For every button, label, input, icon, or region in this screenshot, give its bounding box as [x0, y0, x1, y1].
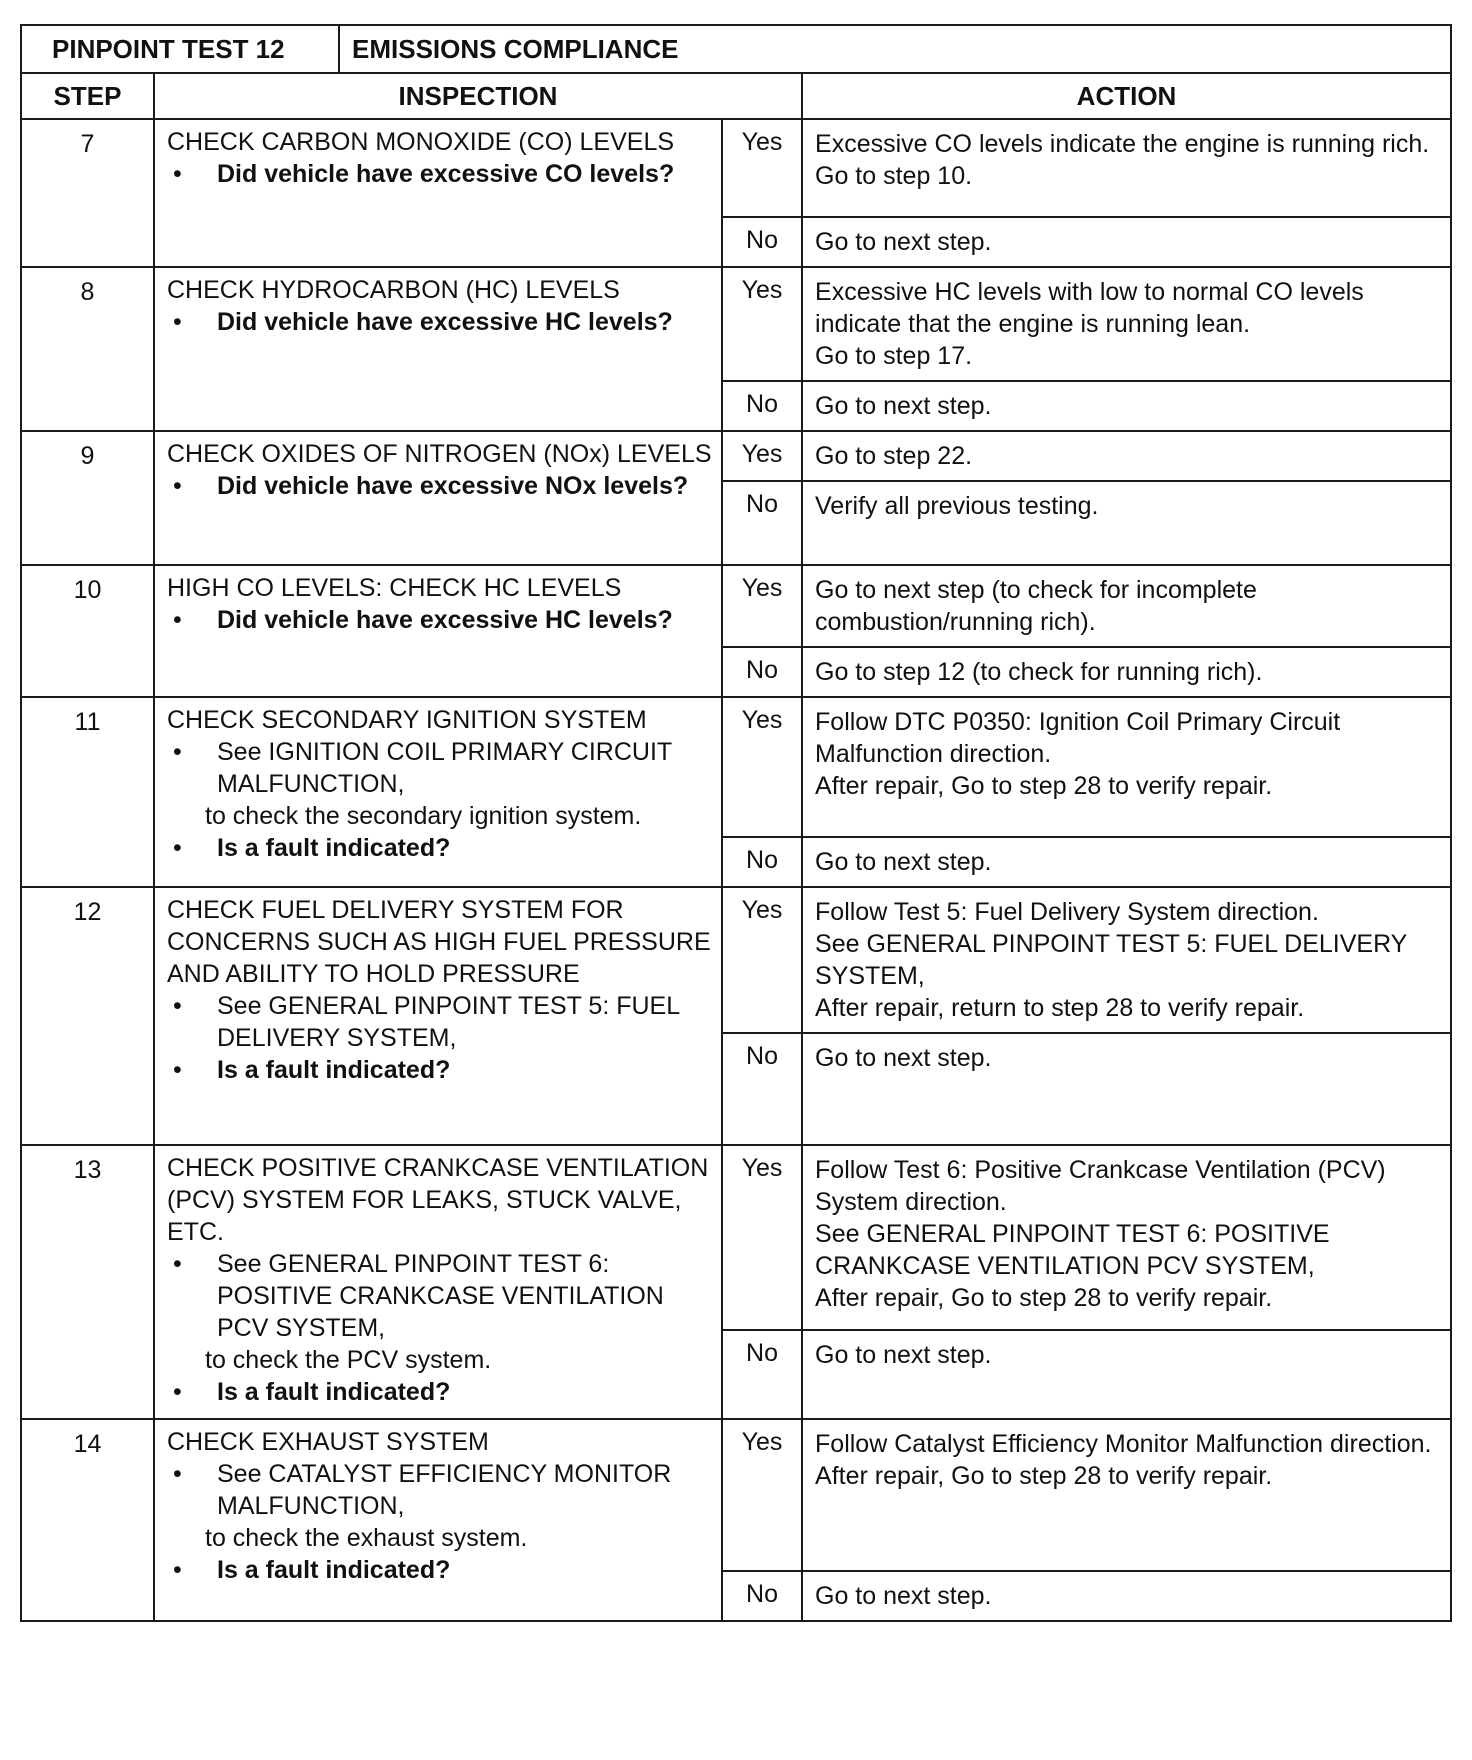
- inspection-title: CHECK SECONDARY IGNITION SYSTEM: [167, 706, 647, 734]
- inspection-title: HIGH CO LEVELS: CHECK HC LEVELS: [167, 574, 622, 602]
- yes-action-line: After repair, Go to step 28 to verify repair.: [815, 772, 1273, 800]
- see-reference-note: to check the secondary ignition system.: [205, 802, 642, 830]
- no-action-line: Go to next step.: [815, 1341, 992, 1370]
- no-action-line: Go to step 12 (to check for running rich).: [815, 658, 1263, 686]
- step-inspection: [154, 267, 722, 431]
- no-action: [802, 381, 1451, 431]
- yes-label: Yes: [722, 697, 802, 837]
- no-label: No: [722, 481, 802, 565]
- bullet-icon: •: [173, 1556, 182, 1584]
- see-reference-note: to check the exhaust system.: [205, 1524, 528, 1552]
- yes-action: [802, 1419, 1451, 1571]
- bullet-icon: •: [173, 834, 182, 862]
- yes-action-line: Go to next step (to check for incomplete combustion/running rich).: [815, 576, 1257, 636]
- yes-action: [802, 119, 1451, 217]
- inspection-question: Did vehicle have excessive CO levels?: [217, 160, 675, 188]
- yes-action-line: Follow DTC P0350: Ignition Coil Primary Circuit Malfunction direction.: [815, 708, 1341, 768]
- step-number: 9: [21, 431, 154, 565]
- bullet-icon: •: [173, 992, 182, 1020]
- no-action-line: Go to next step.: [815, 1582, 992, 1610]
- inspection-title: CHECK POSITIVE CRANKCASE VENTILATION (PCV) SYSTEM FOR LEAKS, STUCK VALVE, ETC.: [167, 1154, 709, 1246]
- step-row-yes: [21, 697, 1451, 837]
- yes-action-line: Follow Test 5: Fuel Delivery System direction.: [815, 898, 1319, 926]
- no-label: No: [722, 837, 802, 887]
- steps-body: [21, 119, 1451, 1621]
- no-action: [802, 1033, 1451, 1145]
- no-label: No: [722, 647, 802, 697]
- inspection-title: CHECK CARBON MONOXIDE (CO) LEVELS: [167, 128, 675, 156]
- step-number: 7: [21, 119, 154, 267]
- no-action-line: Go to next step.: [815, 392, 992, 420]
- yes-label: Yes: [722, 431, 802, 481]
- yes-action-line: Go to step 17.: [815, 342, 973, 370]
- no-action-line: Go to next step.: [815, 228, 992, 256]
- yes-action: [802, 267, 1451, 381]
- step-column-header: STEP: [21, 73, 154, 119]
- step-number: 11: [21, 697, 154, 887]
- column-header-row: [21, 73, 1451, 119]
- question-bullet: [167, 306, 713, 338]
- test-label: PINPOINT TEST 12: [22, 26, 340, 72]
- question-bullet: [167, 1554, 713, 1586]
- bullet-icon: •: [173, 160, 182, 188]
- see-reference-bullet: [167, 1248, 713, 1344]
- yes-label: Yes: [722, 1145, 802, 1330]
- yes-action: [802, 1145, 1451, 1330]
- see-reference-text: See GENERAL PINPOINT TEST 6: POSITIVE CRANKCASE VENTILATION PCV SYSTEM,: [217, 1250, 664, 1342]
- yes-action: [802, 887, 1451, 1033]
- inspection-question: Did vehicle have excessive HC levels?: [217, 308, 673, 336]
- inspection-title: CHECK EXHAUST SYSTEM: [167, 1428, 489, 1456]
- inspection-question: Did vehicle have excessive NOx levels?: [217, 472, 689, 500]
- no-label: No: [722, 381, 802, 431]
- yes-label: Yes: [722, 119, 802, 217]
- no-action: [802, 647, 1451, 697]
- step-row-yes: [21, 1145, 1451, 1330]
- no-action: [802, 837, 1451, 887]
- yes-action-line: After repair, Go to step 28 to verify repair.: [815, 1462, 1273, 1490]
- action-column-header: ACTION: [802, 73, 1451, 119]
- yes-action-line: Excessive CO levels indicate the engine is running rich.: [815, 130, 1430, 158]
- step-number: 14: [21, 1419, 154, 1621]
- inspection-question: Is a fault indicated?: [217, 1056, 451, 1084]
- yes-action-line: See GENERAL PINPOINT TEST 6: POSITIVE CRANKCASE VENTILATION PCV SYSTEM,: [815, 1220, 1330, 1280]
- see-reference-text: See CATALYST EFFICIENCY MONITOR MALFUNCTION,: [217, 1460, 672, 1520]
- yes-label: Yes: [722, 887, 802, 1033]
- inspection-question: Is a fault indicated?: [217, 834, 451, 862]
- no-action: [802, 1330, 1451, 1419]
- yes-action: [802, 697, 1451, 837]
- see-reference-text: See GENERAL PINPOINT TEST 5: FUEL DELIVERY SYSTEM,: [217, 992, 680, 1052]
- see-reference-text: See IGNITION COIL PRIMARY CIRCUIT MALFUNCTION,: [217, 738, 672, 798]
- no-label: No: [722, 217, 802, 267]
- pinpoint-test-table: [20, 24, 1452, 1622]
- test-header-row: [21, 25, 1451, 73]
- step-inspection: [154, 697, 722, 887]
- bullet-icon: •: [173, 1250, 182, 1278]
- bullet-icon: •: [173, 1460, 182, 1488]
- bullet-icon: •: [173, 308, 182, 336]
- yes-action: [802, 431, 1451, 481]
- step-inspection: [154, 565, 722, 697]
- bullet-icon: •: [173, 606, 182, 634]
- step-row-yes: [21, 431, 1451, 481]
- test-name: EMISSIONS COMPLIANCE: [352, 34, 679, 64]
- bullet-icon: •: [173, 1378, 182, 1406]
- no-action: [802, 481, 1451, 565]
- yes-action-line: Go to step 22.: [815, 442, 973, 470]
- inspection-title: CHECK FUEL DELIVERY SYSTEM FOR CONCERNS SUCH AS HIGH FUEL PRESSURE AND ABILITY TO HOLD PRESSURE: [167, 896, 711, 988]
- step-number: 12: [21, 887, 154, 1145]
- yes-action-line: Go to step 10.: [815, 162, 973, 190]
- question-bullet: [167, 158, 713, 190]
- no-label: No: [722, 1033, 802, 1145]
- yes-action-line: After repair, Go to step 28 to verify repair.: [815, 1284, 1273, 1312]
- see-reference-bullet: [167, 990, 713, 1054]
- inspection-question: Did vehicle have excessive HC levels?: [217, 606, 673, 634]
- yes-label: Yes: [722, 267, 802, 381]
- yes-action: [802, 565, 1451, 647]
- no-action-line: Verify all previous testing.: [815, 492, 1099, 520]
- see-reference-note: to check the PCV system.: [205, 1346, 492, 1374]
- bullet-icon: •: [173, 472, 182, 500]
- inspection-question: Is a fault indicated?: [217, 1556, 451, 1584]
- step-number: 8: [21, 267, 154, 431]
- question-bullet: [167, 832, 713, 864]
- no-action: [802, 217, 1451, 267]
- yes-action-line: See GENERAL PINPOINT TEST 5: FUEL DELIVERY SYSTEM,: [815, 930, 1407, 990]
- yes-action-line: Follow Catalyst Efficiency Monitor Malfunction direction.: [815, 1430, 1432, 1458]
- step-row-yes: [21, 1419, 1451, 1571]
- inspection-title: CHECK HYDROCARBON (HC) LEVELS: [167, 276, 620, 304]
- inspection-title: CHECK OXIDES OF NITROGEN (NOx) LEVELS: [167, 440, 712, 468]
- step-row-yes: [21, 565, 1451, 647]
- no-action-line: Go to next step.: [815, 848, 992, 876]
- step-inspection: [154, 119, 722, 267]
- bullet-icon: •: [173, 1056, 182, 1084]
- question-bullet: [167, 1376, 713, 1408]
- step-number: 13: [21, 1145, 154, 1419]
- step-inspection: [154, 1145, 722, 1419]
- question-bullet: [167, 470, 713, 502]
- yes-action-line: Excessive HC levels with low to normal CO levels indicate that the engine is running lean.: [815, 278, 1364, 338]
- no-label: No: [722, 1571, 802, 1621]
- question-bullet: [167, 604, 713, 636]
- step-inspection: [154, 1419, 722, 1621]
- see-reference-bullet: [167, 1458, 713, 1522]
- see-reference-bullet: [167, 736, 713, 800]
- inspection-column-header: INSPECTION: [154, 73, 802, 119]
- no-action-line: Go to next step.: [815, 1044, 992, 1072]
- step-row-yes: [21, 267, 1451, 381]
- pinpoint-test-document: [20, 24, 1450, 1622]
- step-inspection: [154, 887, 722, 1145]
- yes-label: Yes: [722, 565, 802, 647]
- inspection-question: Is a fault indicated?: [217, 1378, 451, 1406]
- yes-action-line: Follow Test 6: Positive Crankcase Ventilation (PCV) System direction.: [815, 1156, 1386, 1216]
- question-bullet: [167, 1054, 713, 1086]
- yes-action-line: After repair, return to step 28 to verify repair.: [815, 994, 1305, 1022]
- step-number: 10: [21, 565, 154, 697]
- step-inspection: [154, 431, 722, 565]
- no-action: [802, 1571, 1451, 1621]
- step-row-yes: [21, 887, 1451, 1033]
- step-row-yes: [21, 119, 1451, 217]
- yes-label: Yes: [722, 1419, 802, 1571]
- bullet-icon: •: [173, 738, 182, 766]
- no-label: No: [722, 1330, 802, 1419]
